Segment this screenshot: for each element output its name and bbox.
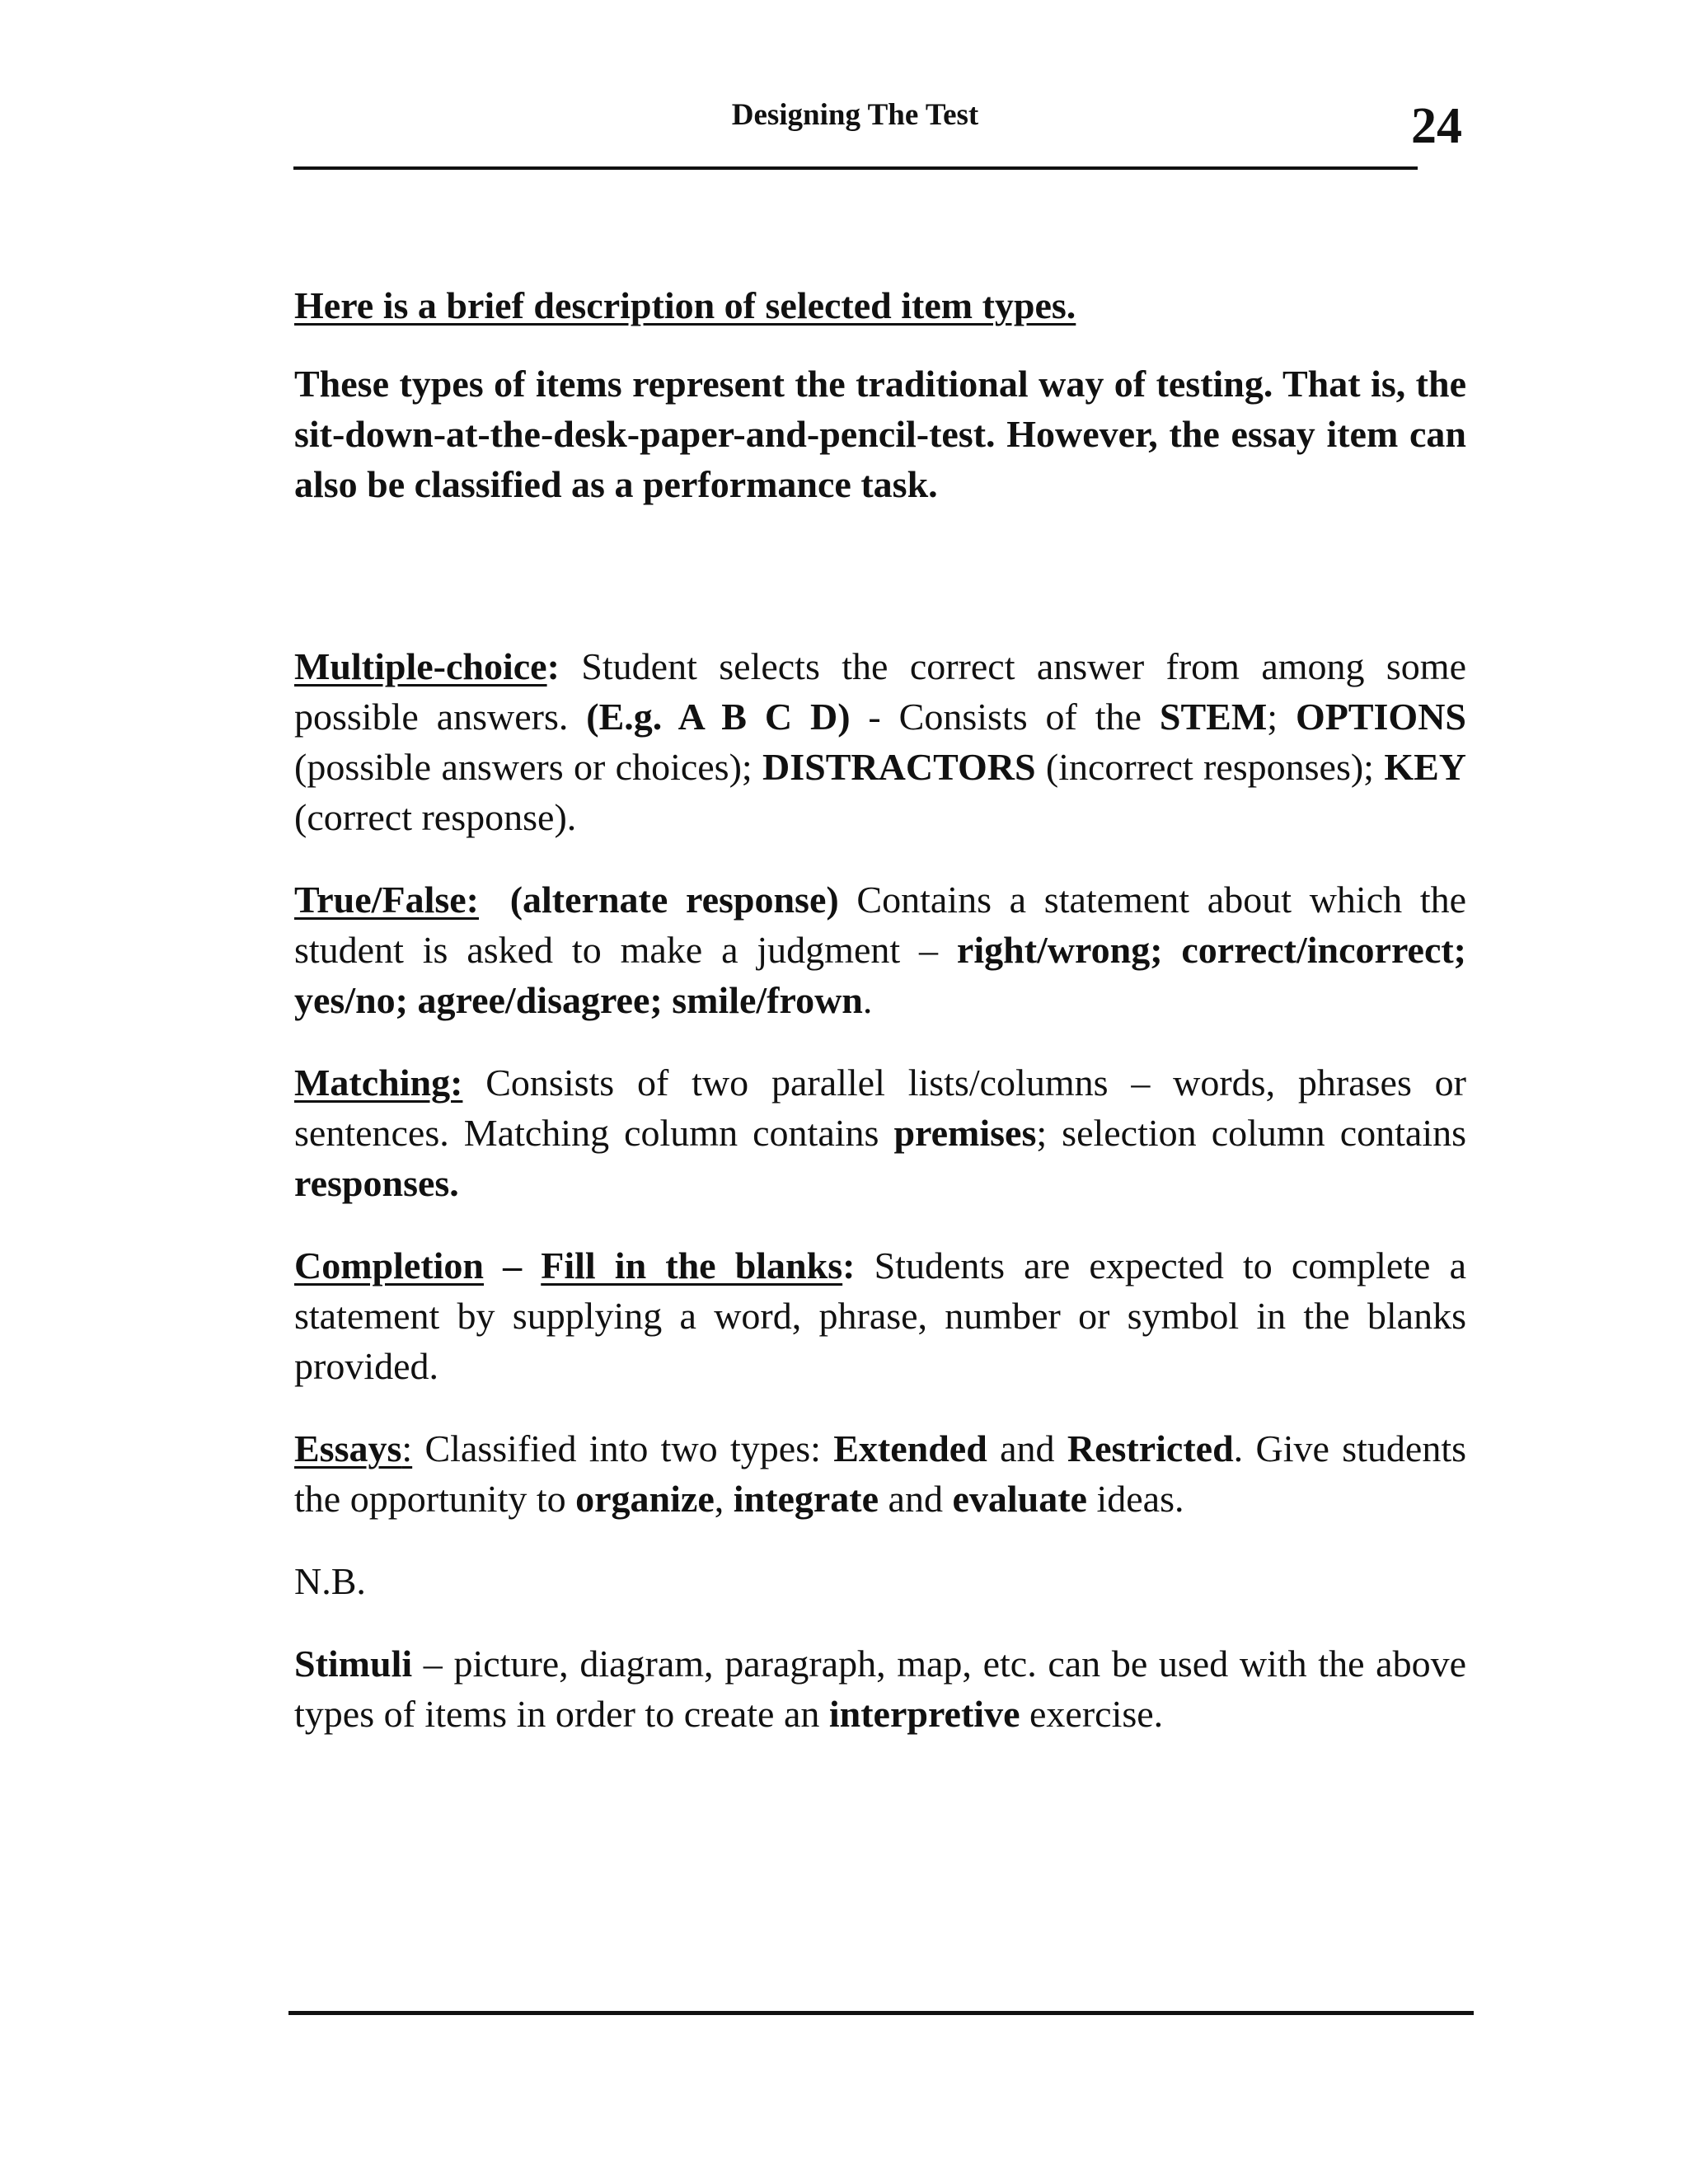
matching-premises: premises	[893, 1112, 1037, 1154]
multiple-choice-key: KEY	[1384, 746, 1466, 788]
essays-term: Essays	[294, 1427, 402, 1469]
completion-colon: :	[842, 1244, 856, 1286]
true-false-text-1: Contains a statement about which the student is asked to make a judgment –	[294, 879, 1467, 971]
completion-text-1: Students are expected to complete a statement by supplying a word, phrase, number or symbol in the blanks provided.	[294, 1244, 1467, 1387]
multiple-choice-stem: STEM	[1159, 696, 1268, 738]
multiple-choice-text-4: (possible answers or choices);	[294, 746, 763, 788]
page-body	[294, 280, 1466, 1771]
completion-paragraph	[294, 1240, 1466, 1391]
matching-term: Matching:	[294, 1062, 463, 1104]
true-false-text-2: .	[862, 979, 873, 1021]
true-false-paragraph	[294, 874, 1466, 1025]
multiple-choice-text-1: Student selects the correct answer from among some possible answers.	[294, 645, 1466, 738]
nb-note: N.B.	[294, 1560, 366, 1602]
essays-text-3: . Give students the opportunity to	[294, 1427, 1466, 1520]
matching-responses: responses.	[294, 1162, 459, 1204]
multiple-choice-term: Multiple-choice	[294, 645, 547, 687]
footer-rule	[288, 2011, 1474, 2015]
essays-colon: :	[401, 1427, 413, 1469]
essays-text-4: ,	[714, 1478, 734, 1520]
essays-text-2: and	[987, 1427, 1067, 1469]
stimuli-text-2: exercise.	[1020, 1693, 1164, 1735]
essays-integrate: integrate	[733, 1478, 879, 1520]
multiple-choice-text-5: (incorrect responses);	[1035, 746, 1385, 788]
multiple-choice-text-6: (correct response).	[294, 796, 577, 838]
matching-paragraph	[294, 1057, 1466, 1208]
multiple-choice-text-3: ;	[1267, 696, 1296, 738]
essays-text-1: Classified into two types:	[412, 1427, 834, 1469]
stimuli-interpretive: interpretive	[828, 1693, 1020, 1735]
essays-restricted: Restricted	[1067, 1427, 1234, 1469]
page-number: 24	[1411, 98, 1462, 154]
header-rule	[293, 166, 1418, 170]
multiple-choice-example: (E.g. A B C D)	[586, 696, 851, 738]
stimuli-paragraph	[294, 1638, 1466, 1739]
completion-term: Completion	[294, 1244, 484, 1286]
multiple-choice-paragraph	[294, 641, 1466, 842]
matching-text-2: ; selection column contains	[1036, 1112, 1466, 1154]
running-title: Designing The Test	[731, 98, 979, 132]
matching-text-1: Consists of two parallel lists/columns – words, phrases or sentences. Matching column contains	[294, 1062, 1466, 1154]
essays-extended: Extended	[833, 1427, 987, 1469]
essays-organize: organize	[575, 1478, 715, 1520]
intro-heading: Here is a brief description of selected item types.	[294, 284, 1076, 326]
multiple-choice-distractors: DISTRACTORS	[762, 746, 1036, 788]
true-false-term: True/False:	[294, 879, 479, 921]
completion-dash: –	[484, 1244, 542, 1286]
stimuli-term: Stimuli	[294, 1643, 413, 1685]
essays-text-6: ideas.	[1086, 1478, 1184, 1520]
true-false-options: right/wrong; correct/incorrect; yes/no; agree/disagree; smile/frown	[294, 929, 1466, 1021]
essays-evaluate: evaluate	[952, 1478, 1087, 1520]
multiple-choice-options: OPTIONS	[1295, 696, 1466, 738]
intro-paragraph: These types of items represent the traditional way of testing. That is, the sit-down-at-the-desk-paper-and-pencil-test. However, the essay item can also be classified as a performance task.	[294, 363, 1466, 505]
true-false-alternate: (alternate response)	[509, 879, 839, 921]
fill-in-blanks-term: Fill in the blanks	[541, 1244, 843, 1286]
essays-paragraph	[294, 1423, 1466, 1524]
multiple-choice-colon: :	[546, 645, 560, 687]
essays-text-5: and	[879, 1478, 953, 1520]
multiple-choice-text-2: - Consists of the	[850, 696, 1160, 738]
stimuli-text-1: – picture, diagram, paragraph, map, etc. can be used with the above types of items in order to create an	[294, 1643, 1466, 1735]
